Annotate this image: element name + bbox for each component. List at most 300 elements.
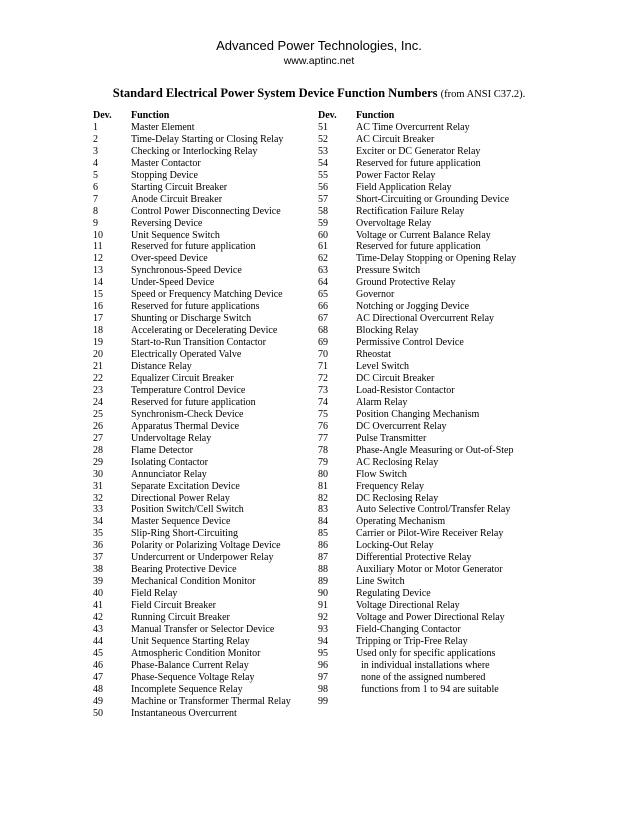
device-number: 8 (93, 205, 98, 217)
device-function: Checking or Interlocking Relay (131, 145, 258, 157)
device-number: 37 (93, 552, 103, 564)
table-row (318, 349, 516, 361)
table-row (318, 445, 516, 457)
device-function: Reserved for future application (356, 241, 481, 253)
table-row (318, 409, 516, 421)
device-function: Reserved for future applications (131, 301, 260, 313)
device-function: Tripping or Trip-Free Relay (356, 635, 468, 647)
device-number: 53 (318, 145, 328, 157)
device-number: 95 (318, 647, 328, 659)
device-function: Permissive Control Device (356, 337, 464, 349)
device-function: AC Directional Overcurrent Relay (356, 313, 495, 325)
device-function: Under-Speed Device (131, 277, 215, 289)
device-number: 17 (93, 313, 103, 325)
device-function: Instantaneous Overcurrent (131, 707, 237, 719)
device-function: Ground Protective Relay (356, 277, 456, 289)
header-function: Function (356, 110, 395, 121)
table-row (318, 218, 516, 230)
device-number: 62 (318, 253, 328, 265)
device-function: Load-Resistor Contactor (356, 384, 455, 396)
device-function: Pulse Transmitter (356, 432, 427, 444)
device-function: Master Contactor (131, 157, 201, 169)
table-row (93, 540, 291, 552)
table-row (318, 325, 516, 337)
table-row (318, 206, 516, 218)
device-number: 58 (318, 205, 328, 217)
device-number: 5 (93, 169, 98, 181)
device-function: Reserved for future application (131, 241, 256, 253)
device-number: 71 (318, 361, 328, 373)
device-number: 31 (93, 480, 103, 492)
device-function: Master Sequence Device (131, 516, 231, 528)
table-row (93, 170, 291, 182)
device-number: 67 (318, 313, 328, 325)
device-function: Auxiliary Motor or Motor Generator (356, 564, 503, 576)
device-number: 33 (93, 504, 103, 516)
right-rows (318, 122, 516, 708)
table-row (318, 313, 516, 325)
device-number: 51 (318, 121, 328, 133)
table-row (93, 612, 291, 624)
table-row (318, 588, 516, 600)
device-function: Field-Changing Contactor (356, 623, 461, 635)
device-number: 64 (318, 277, 328, 289)
table-row (318, 600, 516, 612)
device-function: Isolating Contactor (131, 456, 208, 468)
device-number: 6 (93, 181, 98, 193)
device-function: DC Reclosing Relay (356, 492, 439, 504)
website-url: www.aptinc.net (283, 55, 355, 67)
device-number: 3 (93, 145, 98, 157)
table-row (93, 528, 291, 540)
device-function: Accelerating or Decelerating Device (131, 325, 278, 337)
table-row (93, 134, 291, 146)
device-function: Phase-Angle Measuring or Out-of-Step (356, 444, 514, 456)
device-function: in individual installations where (356, 659, 490, 671)
device-function: Incomplete Sequence Relay (131, 683, 243, 695)
table-row (318, 672, 516, 684)
table-row (318, 696, 516, 708)
device-number: 19 (93, 337, 103, 349)
right-column (318, 110, 516, 708)
table-row (93, 385, 291, 397)
column-header (93, 110, 291, 122)
device-function: Separate Excitation Device (131, 480, 240, 492)
table-row (318, 134, 516, 146)
device-number: 88 (318, 564, 328, 576)
device-function: Rheostat (356, 349, 391, 361)
device-number: 81 (318, 480, 328, 492)
device-number: 75 (318, 408, 328, 420)
table-row (93, 493, 291, 505)
device-number: 29 (93, 456, 103, 468)
device-function: Synchronism-Check Device (131, 408, 244, 420)
table-row (318, 528, 516, 540)
device-number: 87 (318, 552, 328, 564)
table-row (93, 504, 291, 516)
device-function: Over-speed Device (131, 253, 208, 265)
device-number: 99 (318, 695, 328, 707)
device-function: Unit Sequence Switch (131, 229, 220, 241)
device-function: Time-Delay Starting or Closing Relay (131, 133, 284, 145)
device-function: Anode Circuit Breaker (131, 193, 223, 205)
device-function: Reversing Device (131, 217, 203, 229)
device-function: Flow Switch (356, 468, 407, 480)
device-number: 59 (318, 217, 328, 229)
table-row (93, 672, 291, 684)
device-function: Unit Sequence Starting Relay (131, 635, 250, 647)
table-row (318, 241, 516, 253)
device-number: 73 (318, 384, 328, 396)
table-row (93, 576, 291, 588)
table-row (93, 433, 291, 445)
device-function: Operating Mechanism (356, 516, 446, 528)
device-number: 47 (93, 671, 103, 683)
device-function: Shunting or Discharge Switch (131, 313, 252, 325)
device-function: Voltage or Current Balance Relay (356, 229, 491, 241)
device-function: Annunciator Relay (131, 468, 207, 480)
device-function: Mechanical Condition Monitor (131, 576, 256, 588)
device-number: 98 (318, 683, 328, 695)
table-row (93, 469, 291, 481)
device-function: Reserved for future application (356, 157, 481, 169)
table-row (318, 624, 516, 636)
device-function: Position Switch/Cell Switch (131, 504, 244, 516)
table-row (318, 504, 516, 516)
column-header (318, 110, 516, 122)
table-row (93, 708, 291, 720)
device-function: Frequency Relay (356, 480, 425, 492)
device-function: Voltage and Power Directional Relay (356, 612, 505, 624)
table-row (93, 230, 291, 242)
table-row (318, 301, 516, 313)
table-row (93, 516, 291, 528)
device-number: 69 (318, 337, 328, 349)
table-row (93, 301, 291, 313)
table-row (93, 421, 291, 433)
device-number: 72 (318, 372, 328, 384)
device-function: Undercurrent or Underpower Relay (131, 552, 274, 564)
device-number: 10 (93, 229, 103, 241)
device-function: Time-Delay Stopping or Opening Relay (356, 253, 517, 265)
device-number: 91 (318, 600, 328, 612)
device-number: 77 (318, 432, 328, 444)
header-function: Function (131, 110, 170, 121)
device-number: 42 (93, 612, 103, 624)
device-number: 41 (93, 600, 103, 612)
table-row (318, 660, 516, 672)
device-number: 55 (318, 169, 328, 181)
device-number: 26 (93, 420, 103, 432)
table-row (93, 648, 291, 660)
device-function: Pressure Switch (356, 265, 421, 277)
device-function: Locking-Out Relay (356, 540, 434, 552)
table-row (318, 636, 516, 648)
device-function: Distance Relay (131, 361, 192, 373)
table-row (93, 313, 291, 325)
left-rows (93, 122, 291, 720)
table-row (93, 253, 291, 265)
device-function: Manual Transfer or Selector Device (131, 623, 275, 635)
device-function: DC Circuit Breaker (356, 372, 435, 384)
device-number: 39 (93, 576, 103, 588)
device-number: 25 (93, 408, 103, 420)
device-function: Auto Selective Control/Transfer Relay (356, 504, 511, 516)
device-number: 18 (93, 325, 103, 337)
table-row (318, 122, 516, 134)
table-row (93, 481, 291, 493)
table-row (93, 588, 291, 600)
table-row (318, 194, 516, 206)
device-number: 63 (318, 265, 328, 277)
table-row (93, 158, 291, 170)
device-number: 24 (93, 396, 103, 408)
device-function: DC Overcurrent Relay (356, 420, 447, 432)
table-row (318, 648, 516, 660)
table-row (93, 182, 291, 194)
device-number: 74 (318, 396, 328, 408)
header-dev: Dev. (93, 110, 112, 121)
device-number: 93 (318, 623, 328, 635)
device-number: 36 (93, 540, 103, 552)
title-source: (from ANSI C37.2). (440, 89, 526, 100)
device-number: 68 (318, 325, 328, 337)
device-function: Power Factor Relay (356, 169, 436, 181)
device-function: Stopping Device (131, 169, 198, 181)
device-number: 12 (93, 253, 103, 265)
device-number: 65 (318, 289, 328, 301)
device-function: Carrier or Pilot-Wire Receiver Relay (356, 528, 504, 540)
device-function: Slip-Ring Short-Circuiting (131, 528, 238, 540)
device-function: Apparatus Thermal Device (131, 420, 240, 432)
table-row (318, 397, 516, 409)
table-row (318, 433, 516, 445)
device-function: AC Time Overcurrent Relay (356, 121, 470, 133)
table-row (93, 552, 291, 564)
device-function: Atmospheric Condition Monitor (131, 647, 261, 659)
device-number: 23 (93, 384, 103, 396)
table-row (318, 684, 516, 696)
device-function: Governor (356, 289, 395, 301)
left-column (93, 110, 291, 720)
device-number: 84 (318, 516, 328, 528)
device-number: 90 (318, 588, 328, 600)
device-function: Regulating Device (356, 588, 431, 600)
device-function: Exciter or DC Generator Relay (356, 145, 481, 157)
table-row (93, 218, 291, 230)
device-function: Directional Power Relay (131, 492, 230, 504)
table-row (318, 146, 516, 158)
device-function: none of the assigned numbered (356, 671, 486, 683)
device-function: Used only for specific applications (356, 647, 496, 659)
table-row (318, 289, 516, 301)
table-row (93, 373, 291, 385)
device-number: 40 (93, 588, 103, 600)
table-row (93, 564, 291, 576)
device-number: 96 (318, 659, 328, 671)
device-number: 14 (93, 277, 103, 289)
device-number: 16 (93, 301, 103, 313)
table-row (318, 516, 516, 528)
device-function: Machine or Transformer Thermal Relay (131, 695, 291, 707)
table-row (318, 457, 516, 469)
device-number: 66 (318, 301, 328, 313)
device-function: Polarity or Polarizing Voltage Device (131, 540, 281, 552)
page-title (0, 86, 638, 101)
device-function: Synchronous-Speed Device (131, 265, 242, 277)
device-function: Position Changing Mechanism (356, 408, 480, 420)
device-function: Line Switch (356, 576, 405, 588)
table-row (93, 684, 291, 696)
device-number: 43 (93, 623, 103, 635)
device-function: Notching or Jogging Device (356, 301, 470, 313)
device-number: 76 (318, 420, 328, 432)
device-function: Short-Circuiting or Grounding Device (356, 193, 510, 205)
device-number: 82 (318, 492, 328, 504)
table-row (318, 158, 516, 170)
device-number: 48 (93, 683, 103, 695)
device-number: 9 (93, 217, 98, 229)
device-function: Alarm Relay (356, 396, 408, 408)
table-row (93, 397, 291, 409)
table-row (318, 170, 516, 182)
device-number: 79 (318, 456, 328, 468)
table-row (318, 373, 516, 385)
device-number: 92 (318, 612, 328, 624)
table-row (93, 194, 291, 206)
device-function: Phase-Sequence Voltage Relay (131, 671, 255, 683)
device-function: Master Element (131, 121, 195, 133)
device-function: Level Switch (356, 361, 410, 373)
table-row (318, 421, 516, 433)
table-row (93, 349, 291, 361)
device-function: Equalizer Circuit Breaker (131, 372, 234, 384)
table-row (318, 253, 516, 265)
device-number: 21 (93, 361, 103, 373)
table-row (93, 241, 291, 253)
device-number: 34 (93, 516, 103, 528)
device-function: Differential Protective Relay (356, 552, 472, 564)
table-row (318, 182, 516, 194)
device-number: 49 (93, 695, 103, 707)
device-number: 1 (93, 121, 98, 133)
device-function: Field Relay (131, 588, 178, 600)
device-number: 97 (318, 671, 328, 683)
device-function: Temperature Control Device (131, 384, 246, 396)
device-number: 44 (93, 635, 103, 647)
device-number: 7 (93, 193, 98, 205)
device-number: 57 (318, 193, 328, 205)
device-function: Start-to-Run Transition Contactor (131, 337, 266, 349)
device-function: Undervoltage Relay (131, 432, 212, 444)
company-name: Advanced Power Technologies, Inc. (216, 38, 422, 53)
device-function: Running Circuit Breaker (131, 612, 230, 624)
device-function: Bearing Protective Device (131, 564, 237, 576)
table-row (93, 325, 291, 337)
table-row (93, 122, 291, 134)
device-number: 22 (93, 372, 103, 384)
device-function: Voltage Directional Relay (356, 600, 460, 612)
device-number: 27 (93, 432, 103, 444)
device-number: 86 (318, 540, 328, 552)
table-row (93, 445, 291, 457)
device-function: Rectification Failure Relay (356, 205, 465, 217)
device-number: 61 (318, 241, 328, 253)
device-number: 60 (318, 229, 328, 241)
table-row (93, 206, 291, 218)
device-function: Blocking Relay (356, 325, 419, 337)
device-number: 32 (93, 492, 103, 504)
device-number: 28 (93, 444, 103, 456)
table-row (318, 230, 516, 242)
device-number: 78 (318, 444, 328, 456)
device-number: 52 (318, 133, 328, 145)
table-row (93, 696, 291, 708)
device-number: 30 (93, 468, 103, 480)
device-number: 56 (318, 181, 328, 193)
device-function: AC Circuit Breaker (356, 133, 435, 145)
table-row (93, 409, 291, 421)
table-row (318, 277, 516, 289)
device-function: Field Circuit Breaker (131, 600, 216, 612)
table-row (318, 469, 516, 481)
device-number: 15 (93, 289, 103, 301)
table-row (93, 636, 291, 648)
table-row (318, 385, 516, 397)
device-number: 13 (93, 265, 103, 277)
device-number: 94 (318, 635, 328, 647)
table-row (318, 564, 516, 576)
device-function: AC Reclosing Relay (356, 456, 439, 468)
device-number: 2 (93, 133, 98, 145)
device-function: Control Power Disconnecting Device (131, 205, 281, 217)
device-number: 83 (318, 504, 328, 516)
device-function: Starting Circuit Breaker (131, 181, 228, 193)
device-function: Field Application Relay (356, 181, 452, 193)
table-row (93, 624, 291, 636)
table-row (318, 552, 516, 564)
table-row (93, 361, 291, 373)
title-main: Standard Electrical Power System Device Function Numbers (112, 86, 438, 100)
table-row (318, 612, 516, 624)
device-function: Flame Detector (131, 444, 193, 456)
device-number: 20 (93, 349, 103, 361)
table-row (93, 146, 291, 158)
table-row (318, 481, 516, 493)
table-row (93, 277, 291, 289)
device-number: 89 (318, 576, 328, 588)
device-function: Reserved for future application (131, 396, 256, 408)
device-number: 46 (93, 659, 103, 671)
table-row (318, 337, 516, 349)
table-row (93, 457, 291, 469)
device-function: Electrically Operated Valve (131, 349, 242, 361)
table-row (93, 600, 291, 612)
table-row (318, 576, 516, 588)
device-number: 45 (93, 647, 103, 659)
header-dev: Dev. (318, 110, 337, 121)
device-function: Speed or Frequency Matching Device (131, 289, 283, 301)
device-number: 80 (318, 468, 328, 480)
device-number: 35 (93, 528, 103, 540)
device-number: 85 (318, 528, 328, 540)
table-row (318, 540, 516, 552)
table-row (93, 289, 291, 301)
table-row (93, 337, 291, 349)
table-row (318, 265, 516, 277)
device-number: 38 (93, 564, 103, 576)
device-function: Phase-Balance Current Relay (131, 659, 249, 671)
